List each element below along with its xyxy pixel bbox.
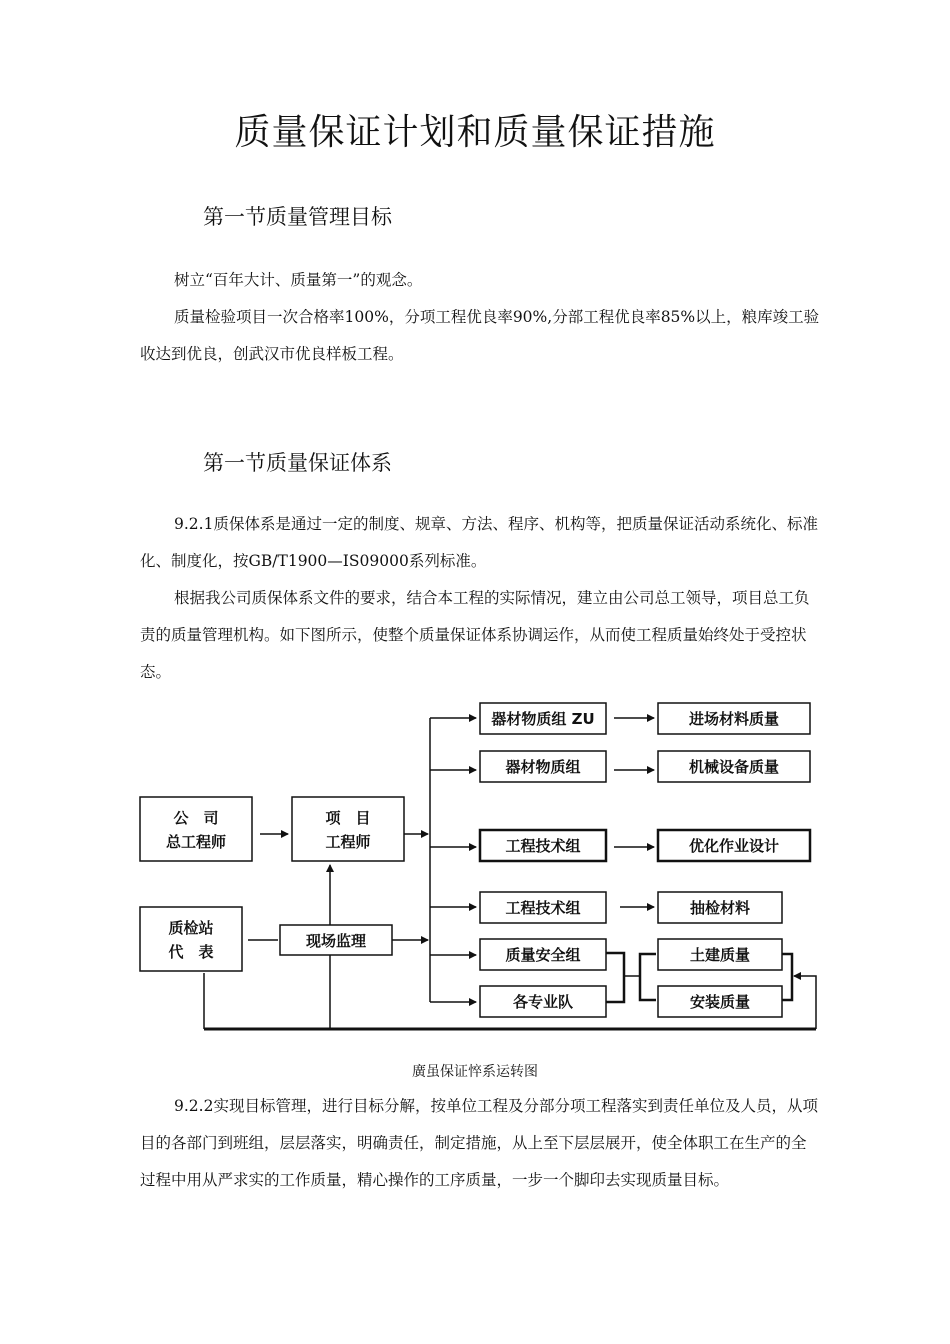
paragraph: 树立“百年大计、质量第一”的观念。: [174, 271, 423, 289]
page-title: 质量保证计划和质量保证措施: [234, 112, 716, 153]
company-label-1: 公 司: [173, 809, 219, 827]
paragraph: 质量检验项目一次合格率100%，分项工程优良率90%,分部工程优良率85%以上，粮库竣工验收达到优良，创武汉市优良样板工程。: [140, 308, 820, 363]
teams-label: 各专业队: [512, 993, 574, 1011]
optimize-label: 优化作业设计: [688, 837, 780, 855]
station-label-1: 质检站: [168, 919, 214, 937]
tech2-label: 工程技术组: [505, 899, 581, 917]
equipment-label: 机械设备质量: [688, 758, 780, 776]
project-label-1: 项 目: [325, 809, 371, 827]
quality-system-diagram: [130, 695, 820, 1040]
paragraph: 9.2.2实现目标管理，进行目标分解，按单位工程及分部分项工程落实到责任单位及人员，从项目的各部门到班组，层层落实，明确责任，制定措施，从上至下层层展开，使全体职工在生产的全过程中用从严求实的工作质量，精心操作的工序质量，一步一个脚印去实现质量目标。: [140, 1097, 818, 1189]
incoming-label: 进场材料质量: [688, 710, 780, 728]
company-chief-engineer-box: [140, 797, 252, 861]
safety-label: 质量安全组: [505, 946, 581, 964]
site-label: 现场监理: [305, 932, 367, 950]
materials-label: 器材物质组: [505, 758, 581, 776]
sampling-label: 抽检材料: [689, 899, 751, 917]
station-label-2: 代 表: [168, 943, 214, 961]
paragraph: 9.2.1质保体系是通过一定的制度、规章、方法、程序、机构等，把质量保证活动系统化、标准化、制度化，按GB/T1900—IS09000系列标准。: [140, 515, 818, 570]
install-label: 安装质量: [689, 993, 751, 1011]
inspection-station-box: [140, 907, 242, 971]
paragraph: 根据我公司质保体系文件的要求，结合本工程的实际情况，建立由公司总工领导，项目总工负责的质量管理机构。如下图所示，使整个质量保证体系协调运作，从而使工程质量始终处于受控状态。: [140, 589, 810, 681]
civil-label: 土建质量: [689, 946, 751, 964]
section-heading-quality-goals: 第一节质量管理目标: [203, 205, 392, 229]
tech1-label: 工程技术组: [505, 837, 581, 855]
materials-zu-label: 器材物质组 ZU: [491, 710, 595, 728]
section-heading-quality-system: 第一节质量保证体系: [203, 451, 392, 475]
project-engineer-box: [292, 797, 404, 861]
diagram-caption: 廣虽保证悴系运转图: [412, 1064, 538, 1080]
company-label-2: 总工程师: [165, 833, 227, 851]
project-label-2: 工程师: [325, 833, 371, 851]
